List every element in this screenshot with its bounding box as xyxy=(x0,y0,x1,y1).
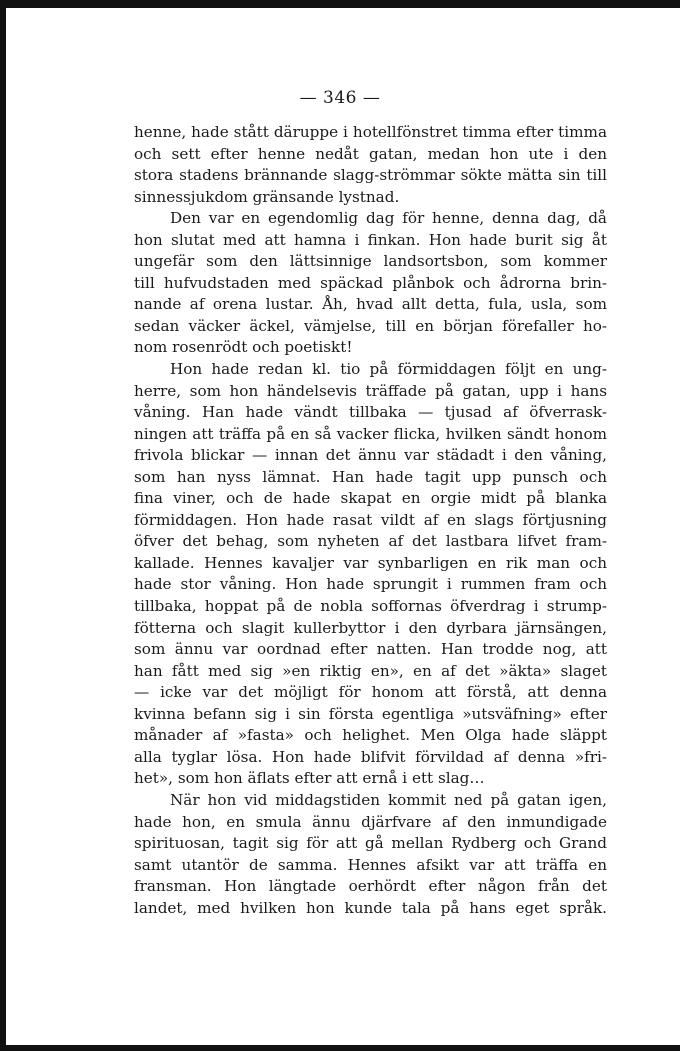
text-line: henne, hade stått däruppe i hotellfönstret timma efter timma xyxy=(134,123,607,141)
text-line: nom rosenrödt och poetiskt! xyxy=(134,338,353,357)
text-line: som ännu var oordnad efter natten. Han trodde nog, att xyxy=(134,640,607,659)
text-line: som han nyss lämnat. Han hade tagit upp punsch och xyxy=(134,467,607,486)
text-line: och sett efter henne nedåt gatan, medan hon ute i den xyxy=(134,144,607,163)
text-line: landet, med hvilken hon kunde tala på hans eget språk. xyxy=(134,898,607,917)
text-line: kallade. Hennes kavaljer var synbarligen en rik man och xyxy=(134,553,607,572)
text-line: ungefär som den lättsinnige landsortsbon, som kommer xyxy=(134,252,607,271)
text-line: hon slutat med att hamna i finkan. Hon hade burit sig åt xyxy=(134,230,607,249)
text-line: samt utantör de samma. Hennes afsikt var att träffa en xyxy=(134,855,607,874)
text-line: månader af »fasta» och helighet. Men Olga hade släppt xyxy=(134,726,607,745)
text-line: nande af orena lustar. Åh, hvad allt detta, fula, usla, som xyxy=(134,295,607,314)
text-line: — icke var det möjligt för honom att förstå, att denna xyxy=(134,683,607,702)
text-line: Den var en egendomlig dag för henne, denna dag, då xyxy=(170,209,607,228)
text-line: öfver det behag, som nyheten af det lastbara lifvet fram- xyxy=(134,532,607,551)
text-line: frivola blickar — innan det ännu var städadt i den våning, xyxy=(134,446,607,465)
text-line: fransman. Hon längtade oerhördt efter någon från det xyxy=(134,877,607,896)
text-line: alla tyglar lösa. Hon hade blifvit förvildad af denna »fri- xyxy=(134,747,607,766)
scan-border-left xyxy=(0,0,6,1051)
text-line: hade hon, en smula ännu djärfvare af den inmundigade xyxy=(134,812,607,831)
scan-border-bottom xyxy=(0,1045,680,1051)
body-text xyxy=(134,122,607,919)
text-line: Hon hade redan kl. tio på förmiddagen följt en ung- xyxy=(170,360,607,379)
text-line: fina viner, och de hade skapat en orgie midt på blanka xyxy=(134,489,607,508)
text-line: kvinna befann sig i sin första egentliga »utsväfning» efter xyxy=(134,704,607,723)
text-line: han fått med sig »en riktig en», en af det »äkta» slaget xyxy=(134,661,607,680)
text-line: spirituosan, tagit sig för att gå mellan Rydberg och Grand xyxy=(134,834,607,853)
text-line: herre, som hon händelsevis träffade på gatan, upp i hans xyxy=(134,381,607,400)
text-line: När hon vid middagstiden kommit ned på gatan igen, xyxy=(170,790,607,809)
text-line: förmiddagen. Hon hade rasat vildt af en slags förtjusning xyxy=(134,510,607,529)
text-line: sinnessjukdom gränsande lystnad. xyxy=(134,187,400,206)
text-line: till hufvudstaden med späckad plånbok och ådrorna brin- xyxy=(134,273,607,292)
text-line: fötterna och slagit kullerbyttor i den dyrbara järnsängen, xyxy=(134,618,607,637)
page-number: — 346 — xyxy=(299,88,381,108)
text-line: het», som hon äflats efter att ernå i ett slag… xyxy=(134,769,485,788)
scan-border-top xyxy=(0,0,680,8)
text-line: våning. Han hade vändt tillbaka — tjusad af öfverrask- xyxy=(134,403,607,422)
text-line: hade stor våning. Hon hade sprungit i rummen fram och xyxy=(134,575,607,594)
text-line: sedan väcker äckel, vämjelse, till en början förefaller ho- xyxy=(134,316,607,335)
text-line: ningen att träffa på en så vacker flicka, hvilken sändt honom xyxy=(134,424,607,443)
text-line: tillbaka, hoppat på de nobla soffornas öfverdrag i strump- xyxy=(134,597,607,616)
text-line: stora stadens brännande slagg-strömmar sökte mätta sin till xyxy=(134,166,607,185)
